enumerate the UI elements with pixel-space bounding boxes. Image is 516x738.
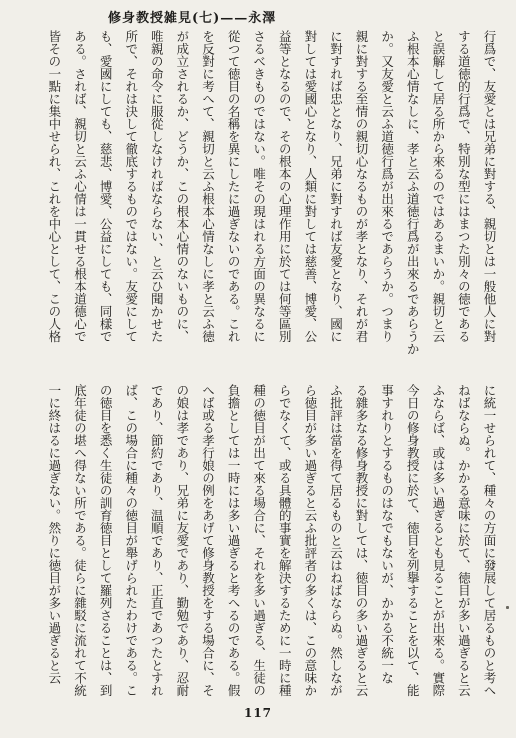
text-column: ある。されば、親切と云ふ心情は一貫せる根本道德心で [72,30,88,343]
text-column: であり、節約であり、温順であり、正直であつたとすれ [149,384,165,697]
text-column: さるべきものではない。唯その現はれる方面の異なるに [251,30,267,343]
text-column: 從つて徳目の名稱を異にしたに過ぎないのである。これ [226,30,242,343]
text-column: 親に對する至情の親切心なるものが孝となり、それが君 [354,30,370,343]
text-column: に統一せられて、種々の方面に發展して居るものと考へ [482,384,497,697]
text-column: を反對に考へて、親切と云ふ根本心情なしに孝と云ふ徳 [200,30,216,343]
text-column: も、愛國にしても、慈悲、博愛、公益にしても、同樣で [98,30,114,343]
text-column: へば或る孝行娘の例をあげて修身教授をする場合に、そ [200,384,216,697]
text-column: る雜多なる修身教授に對しては、徳目の多い過ぎると云 [354,384,370,697]
text-column: 一に終はるに過ぎない。然りに徳目が多い過ぎると云 [46,384,62,684]
text-column: ば、この場合に種々の徳目が舉げられたわけである。こ [123,384,139,697]
page-number: 117 [243,706,273,720]
text-column: に對すれば忠となり、兄弟に對すれば友愛となり、國に [328,30,344,343]
text-column: 皆その一點に集中せられ、これを中心として、この人格 [46,30,62,343]
text-column: か。又友愛と云ふ道徳行爲が出來るであらうか。つまり [379,30,395,343]
text-column: 行爲で、友愛とは兄弟に對する、親切とは一般他人に對 [482,30,497,343]
print-speck [506,606,509,609]
text-column: ふ根本心情なしに、孝と云ふ道徳行爲が出來るであらうか [405,30,421,355]
text-column: の娘は孝であり、兄弟に友愛であり、勤勉であり、忍耐 [174,384,190,697]
text-column: ふ批評は當を得て居るものと云はねばならぬ。然しなが [328,384,344,697]
text-column: ふならば、或は多い過ぎるとも見ることが出來る。實際 [430,384,446,697]
text-column: の徳目を悉く生徒の訓育徳目として羅列さることは、到 [98,384,114,697]
text-column: 益等となるので、その根本の心理作用に於ては何等區別 [277,30,293,343]
text-column: 唯親の命令に服從しなければならない、と云ひ聞かせた [149,30,165,343]
text-column: と誤解して居る所から來るのではあるまいか。親切と云 [430,30,446,343]
upper-text-block [20,30,502,378]
text-column: 種の徳目が出て來る場合に、それを多い過ぎる、生徒の [251,384,267,697]
text-column: 底年徒の堪へ得ない所である。徒らに雜駁に流れて不統 [72,384,88,697]
text-column: が成立されるか、どうか、この根本心情のないものに、 [174,30,190,343]
text-column: 所で、それは決して徹底するものではない。友愛にして [123,30,139,343]
text-column: 今日の修身教授に於て、徳目を列擧することを以て、能 [405,384,421,697]
lower-text-block [20,384,502,702]
text-column: する道徳的行爲で、特別な型にはまつた別々の徳である [456,30,472,343]
running-header: 修身教授雑見(七)——永澤 [108,11,277,26]
text-column: 對しては愛國心となり、人類に對しては慈善、博愛、公 [302,30,318,343]
text-column: らでなくて、或る具體的事實を解決するために一時に種 [277,384,293,697]
text-column: 負擔としては一時には多い過ぎると考へるのである。假 [226,384,242,697]
text-column: ねばならぬ。かかる意味に於て、徳目が多い過ぎると云 [456,384,472,697]
text-column: 事すれりとするものはなでもないが、かかる不統一な [379,384,395,684]
text-column: ら徳目が多い過ぎると云ふ批評者の多くは、この意味か [302,384,318,697]
